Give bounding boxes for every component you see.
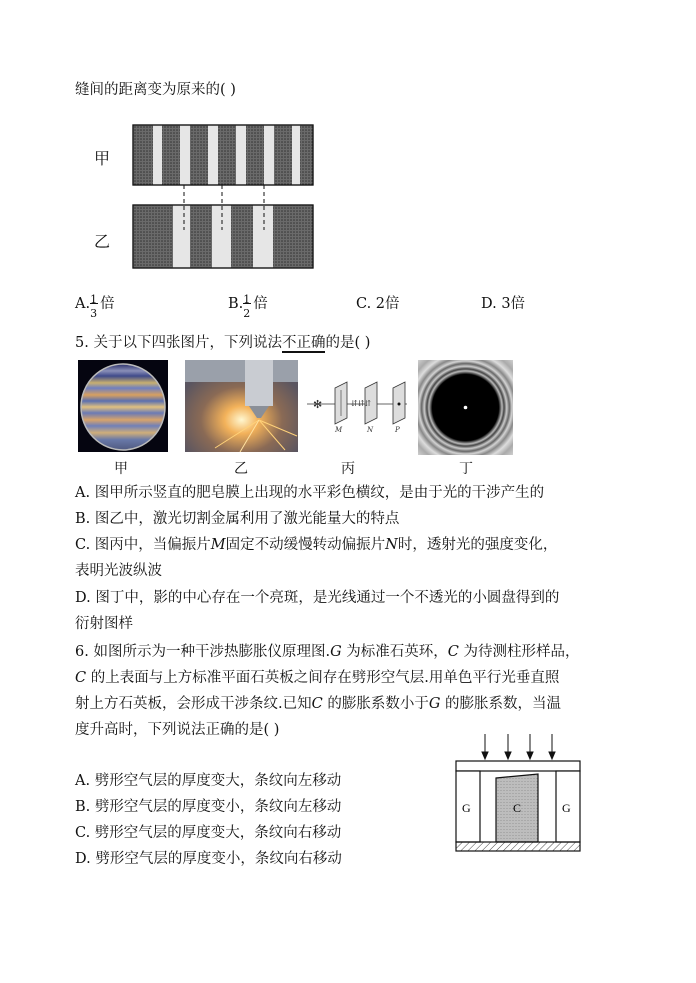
- soap-film-image: [78, 360, 168, 452]
- q6-stem-line3: [75, 694, 561, 714]
- q6-stem-line2: [75, 668, 559, 688]
- q4-options: [75, 293, 115, 320]
- frac-num: 1: [90, 293, 98, 306]
- caption-yi: 乙: [234, 461, 248, 477]
- option-b-suffix: 倍: [253, 296, 268, 312]
- svg-text:✻: ✻: [313, 398, 323, 411]
- q6-stem-line4: 度升高时，下列说法正确的是( ): [75, 722, 280, 738]
- q6-text: 为待测柱形样品，: [458, 644, 580, 660]
- q6-stem-line1: [75, 642, 579, 662]
- intro-line: 缝间的距离变为原来的( ): [75, 82, 236, 98]
- q6-option-a[interactable]: A. 劈形空气层的厚度变大，条纹向左移动: [75, 773, 342, 789]
- fraction-one-half: [243, 293, 253, 320]
- math-g: G: [330, 644, 342, 660]
- label-jia: 甲: [94, 149, 111, 168]
- option-b[interactable]: [228, 293, 268, 320]
- option-d[interactable]: D. 3倍: [481, 296, 526, 312]
- q6-text: 的膨胀系数，当温: [440, 696, 562, 712]
- q5-option-b[interactable]: B. 图乙中，激光切割金属利用了激光能量大的特点: [75, 511, 400, 527]
- q6-text: 的膨胀系数小于: [322, 696, 429, 712]
- caption-bing: 丙: [341, 461, 355, 477]
- frac-num: 1: [243, 293, 251, 306]
- q5-stem-post: 的是( ): [325, 335, 371, 351]
- q5-option-c-text-3: 时，透射光的强度变化，: [397, 537, 558, 553]
- q6-text: 射上方石英板，会形成干涉条纹.已知: [75, 696, 312, 712]
- q5-option-d-cont: 衍射图样: [75, 616, 133, 632]
- fringe-diagram: [128, 120, 320, 275]
- poisson-spot-image: [418, 360, 513, 455]
- q5-stem: [75, 333, 370, 353]
- fraction-one-third: [90, 293, 100, 320]
- math-c: C: [75, 670, 87, 686]
- q5-option-a[interactable]: A. 图甲所示竖直的肥皂膜上出现的水平彩色横纹，是由于光的干涉产生的: [75, 485, 545, 501]
- caption-ding: 丁: [459, 461, 473, 477]
- diagram-label-g-right: G: [562, 801, 571, 815]
- option-a[interactable]: [75, 293, 115, 320]
- frac-den: 3: [90, 307, 98, 320]
- fringes-yi: [133, 205, 313, 268]
- laser-cutting-image: [185, 360, 298, 452]
- option-b-prefix: B.: [228, 296, 244, 312]
- math-n: N: [385, 537, 398, 553]
- polarizer-label-p: P: [395, 426, 400, 432]
- option-a-suffix: 倍: [100, 296, 115, 312]
- option-c[interactable]: C. 2倍: [356, 296, 400, 312]
- diagram-label-g-left: G: [462, 801, 471, 815]
- q5-option-c-text-2: 固定不动缓慢转动偏振片: [225, 537, 386, 553]
- q5-option-d[interactable]: D. 图丁中，影的中心存在一个亮斑，是光线通过一个不透光的小圆盘得到的: [75, 590, 560, 606]
- label-yi: 乙: [94, 232, 111, 251]
- polarizer-diagram: [307, 376, 409, 432]
- q6-option-b[interactable]: B. 劈形空气层的厚度变小，条纹向左移动: [75, 799, 342, 815]
- math-c: C: [311, 696, 323, 712]
- q5-option-c-text-1: C. 图丙中，当偏振片: [75, 537, 211, 553]
- polarizer-label-n: N: [367, 426, 374, 432]
- q5-option-c-cont: 表明光波纵波: [75, 563, 162, 579]
- option-a-prefix: A.: [75, 296, 91, 312]
- q5-stem-emphasis: 不正确: [281, 335, 326, 351]
- q6-text: 6. 如图所示为一种干涉热膨胀仪原理图.: [75, 644, 331, 660]
- q6-option-c[interactable]: C. 劈形空气层的厚度变大，条纹向右移动: [75, 825, 342, 841]
- math-g: G: [428, 696, 441, 712]
- q5-stem-pre: 5. 关于以下四张图片，下列说法: [75, 335, 282, 351]
- q6-option-d[interactable]: D. 劈形空气层的厚度变小，条纹向右移动: [75, 851, 342, 867]
- q6-text: 为标准石英环，: [341, 644, 448, 660]
- math-m: M: [210, 537, 226, 553]
- q6-text: 的上表面与上方标准平面石英板之间存在劈形空气层.用单色平行光垂直照: [86, 670, 560, 686]
- diagram-label-c: C: [513, 801, 522, 815]
- math-c: C: [447, 644, 459, 660]
- q5-option-c[interactable]: [75, 535, 557, 555]
- fringes-jia: [133, 125, 313, 185]
- frac-den: 2: [243, 307, 251, 320]
- polarizer-label-m: M: [335, 426, 343, 432]
- caption-jia: 甲: [114, 461, 128, 477]
- dilatometer-diagram: [452, 732, 588, 856]
- svg-text:⇵⇵⇵: ⇵⇵⇵: [351, 399, 372, 408]
